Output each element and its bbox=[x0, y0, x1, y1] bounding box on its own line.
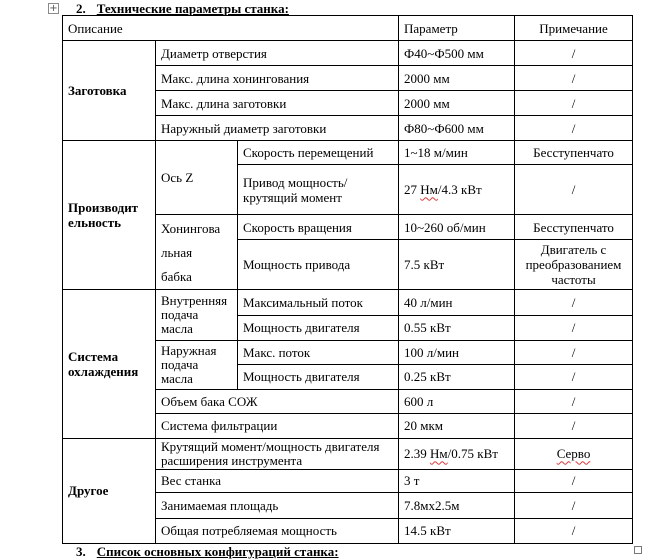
next-section-number: 3. bbox=[76, 544, 86, 559]
header-row bbox=[63, 16, 633, 41]
row-note bbox=[515, 438, 633, 469]
group-productivity bbox=[63, 141, 156, 290]
specifications-table bbox=[62, 15, 633, 544]
table-row bbox=[63, 290, 633, 315]
row-note: / bbox=[515, 492, 633, 518]
row-name: Объем бака СОЖ bbox=[156, 389, 399, 413]
subgroup-axis-z: Ось Z bbox=[156, 141, 238, 215]
row-note: / bbox=[515, 66, 633, 91]
row-value: 600 л bbox=[399, 389, 515, 413]
row-note: Бесступенчато bbox=[515, 141, 633, 165]
group-blank: Заготовка bbox=[63, 41, 156, 141]
value-prefix: 2.39 bbox=[404, 446, 431, 462]
row-value bbox=[399, 438, 515, 469]
row-name: Вес станка bbox=[156, 469, 399, 492]
row-note: / bbox=[515, 413, 633, 438]
row-note: / bbox=[515, 315, 633, 340]
section-number: 2. bbox=[76, 1, 86, 16]
next-section-title: Список основных конфигураций станка: bbox=[96, 544, 339, 559]
group-other: Другое bbox=[63, 438, 156, 543]
header-parameter: Параметр bbox=[399, 16, 515, 41]
row-value: 7.5 кВт bbox=[399, 239, 515, 290]
row-name: Скорость вращения bbox=[238, 215, 399, 239]
row-note: Двигатель с преобразованием частоты bbox=[515, 239, 633, 290]
row-name: Мощность двигателя bbox=[238, 315, 399, 340]
table-row bbox=[63, 41, 633, 66]
row-name: Макс. длина заготовки bbox=[156, 91, 399, 116]
row-note: / bbox=[515, 116, 633, 141]
table-row bbox=[63, 141, 633, 165]
row-value: 20 мкм bbox=[399, 413, 515, 438]
row-name: Диаметр отверстия bbox=[156, 41, 399, 66]
row-value bbox=[399, 165, 515, 215]
row-value: 2000 мм bbox=[399, 66, 515, 91]
row-value: 0.55 кВт bbox=[399, 315, 515, 340]
row-value: 10~260 об/мин bbox=[399, 215, 515, 239]
row-name: Привод мощность/крутящий момент bbox=[238, 165, 399, 215]
note-text: Серво bbox=[556, 446, 591, 462]
row-note: Бесступенчато bbox=[515, 215, 633, 239]
table-move-handle[interactable]: + bbox=[49, 3, 58, 14]
value-unit: Нм bbox=[430, 446, 448, 462]
row-value: Ф40~Ф500 мм bbox=[399, 41, 515, 66]
row-note: / bbox=[515, 340, 633, 364]
row-name: Максимальный поток bbox=[238, 290, 399, 315]
row-name: Мощность двигателя bbox=[238, 364, 399, 389]
row-value: 14.5 кВт bbox=[399, 518, 515, 543]
row-note: / bbox=[515, 165, 633, 215]
row-value: 1~18 м/мин bbox=[399, 141, 515, 165]
header-note: Примечание bbox=[515, 16, 633, 41]
row-name: Мощность привода bbox=[238, 239, 399, 290]
row-value: 40 л/мин bbox=[399, 290, 515, 315]
row-note: / bbox=[515, 469, 633, 492]
header-description: Описание bbox=[63, 16, 399, 41]
row-value: 100 л/мин bbox=[399, 340, 515, 364]
row-value: Ф80~Ф600 мм bbox=[399, 116, 515, 141]
row-note: / bbox=[515, 364, 633, 389]
row-name: Крутящий момент/мощность двигателя расширения инструмента bbox=[156, 438, 399, 469]
group-productivity-line: Производит bbox=[68, 200, 139, 216]
row-name: Скорость перемещений bbox=[238, 141, 399, 165]
row-name: Макс. поток bbox=[238, 340, 399, 364]
row-note: / bbox=[515, 290, 633, 315]
row-note: / bbox=[515, 518, 633, 543]
row-note: / bbox=[515, 91, 633, 116]
section-title: Технические параметры станка: bbox=[96, 1, 289, 16]
subgroup-internal-supply: Внутренняя подача масла bbox=[156, 290, 238, 340]
value-suffix: /0.75 кВт bbox=[447, 446, 498, 462]
row-name: Наружный диаметр заготовки bbox=[156, 116, 399, 141]
subgroup-honing-line: бабка bbox=[161, 269, 192, 285]
value-prefix: 27 bbox=[404, 182, 421, 198]
row-value: 0.25 кВт bbox=[399, 364, 515, 389]
group-cooling: Система охлаждения bbox=[63, 290, 156, 438]
row-name: Макс. длина хонингования bbox=[156, 66, 399, 91]
table-row bbox=[63, 438, 633, 469]
value-suffix: /4.3 кВт bbox=[437, 182, 482, 198]
group-productivity-line: ельность bbox=[68, 215, 121, 231]
row-note: / bbox=[515, 41, 633, 66]
subgroup-honing-line: льная bbox=[161, 245, 193, 261]
row-name: Система фильтрации bbox=[156, 413, 399, 438]
row-note: / bbox=[515, 389, 633, 413]
subgroup-external-supply: Наружная подача масла bbox=[156, 340, 238, 389]
row-value: 2000 мм bbox=[399, 91, 515, 116]
next-section-heading bbox=[76, 544, 339, 560]
subgroup-honing-head bbox=[156, 215, 238, 290]
row-value: 7.8мх2.5м bbox=[399, 492, 515, 518]
row-value: 3 т bbox=[399, 469, 515, 492]
table-resize-handle[interactable] bbox=[634, 546, 642, 554]
value-unit: Нм bbox=[420, 182, 438, 198]
subgroup-honing-line: Хонингова bbox=[161, 221, 221, 237]
row-name: Общая потребляемая мощность bbox=[156, 518, 399, 543]
row-name: Занимаемая площадь bbox=[156, 492, 399, 518]
